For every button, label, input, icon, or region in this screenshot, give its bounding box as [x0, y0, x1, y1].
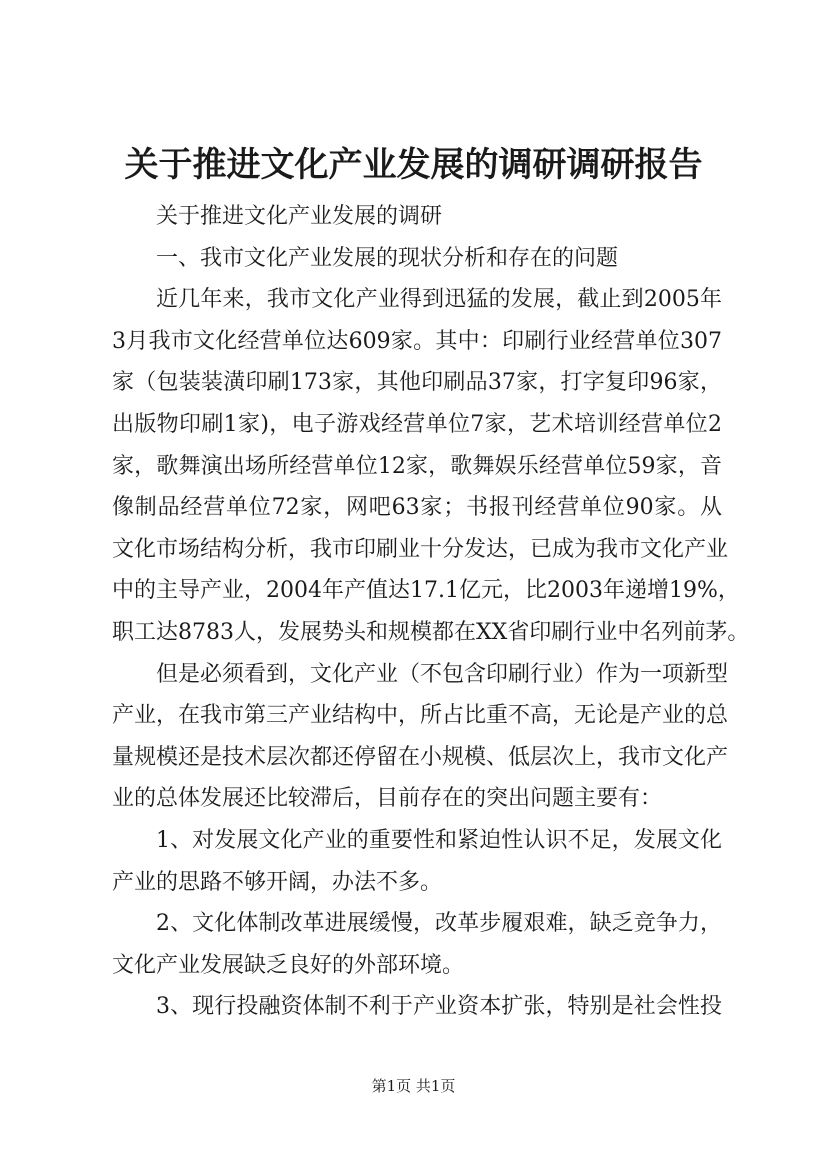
text-line: 文化产业发展缺乏良好的外部环境。 [112, 952, 465, 978]
text-line: 关于推进文化产业发展的调研 [156, 204, 443, 229]
page-title: 关于推进文化产业发展的调研调研报告 [124, 145, 703, 185]
text-line: 一、我市文化产业发展的现状分析和存在的问题 [156, 245, 619, 271]
text-line: 3、现行投融资体制不利于产业资本扩张，特别是社会性投 [156, 994, 722, 1020]
text-line: 职工达8783人，发展势头和规模都在XX省印刷行业中名列前茅。 [112, 619, 750, 645]
text-line: 产业，在我市第三产业结构中，所占比重不高，无论是产业的总 [112, 703, 729, 729]
text-line: 3月我市文化经营单位达609家。其中：印刷行业经营单位307 [112, 328, 722, 354]
text-line: 文化市场结构分析，我市印刷业十分发达，已成为我市文化产业 [112, 536, 729, 562]
text-line: 中的主导产业，2004年产值达17.1亿元，比2003年递增19%， [112, 578, 740, 604]
document-body [112, 196, 750, 1028]
text-line: 出版物印刷1家)，电子游戏经营单位7家，艺术培训经营单位2 [112, 411, 722, 437]
text-line: 2、文化体制改革进展缓慢，改革步履艰难，缺乏竞争力， [156, 911, 722, 937]
text-line: 家，歌舞演出场所经营单位12家，歌舞娱乐经营单位59家，音 [112, 453, 722, 479]
text-line: 但是必须看到，文化产业（不包含印刷行业）作为一项新型 [156, 661, 729, 687]
page-footer: 第1页 共1页 [371, 1077, 456, 1095]
text-line: 产业的思路不够开阔，办法不多。 [112, 869, 443, 895]
text-line: 业的总体发展还比较滞后，目前存在的突出问题主要有： [112, 786, 663, 812]
text-line: 量规模还是技术层次都还停留在小规模、低层次上，我市文化产 [112, 744, 729, 770]
text-line: 1、对发展文化产业的重要性和紧迫性认识不足，发展文化 [156, 827, 722, 853]
text-line: 像制品经营单位72家，网吧63家；书报刊经营单位90家。从 [112, 495, 722, 521]
text-line: 家（包装装潢印刷173家，其他印刷品37家，打字复印96家， [112, 370, 722, 396]
text-line: 近几年来，我市文化产业得到迅猛的发展，截止到2005年 [156, 287, 722, 313]
